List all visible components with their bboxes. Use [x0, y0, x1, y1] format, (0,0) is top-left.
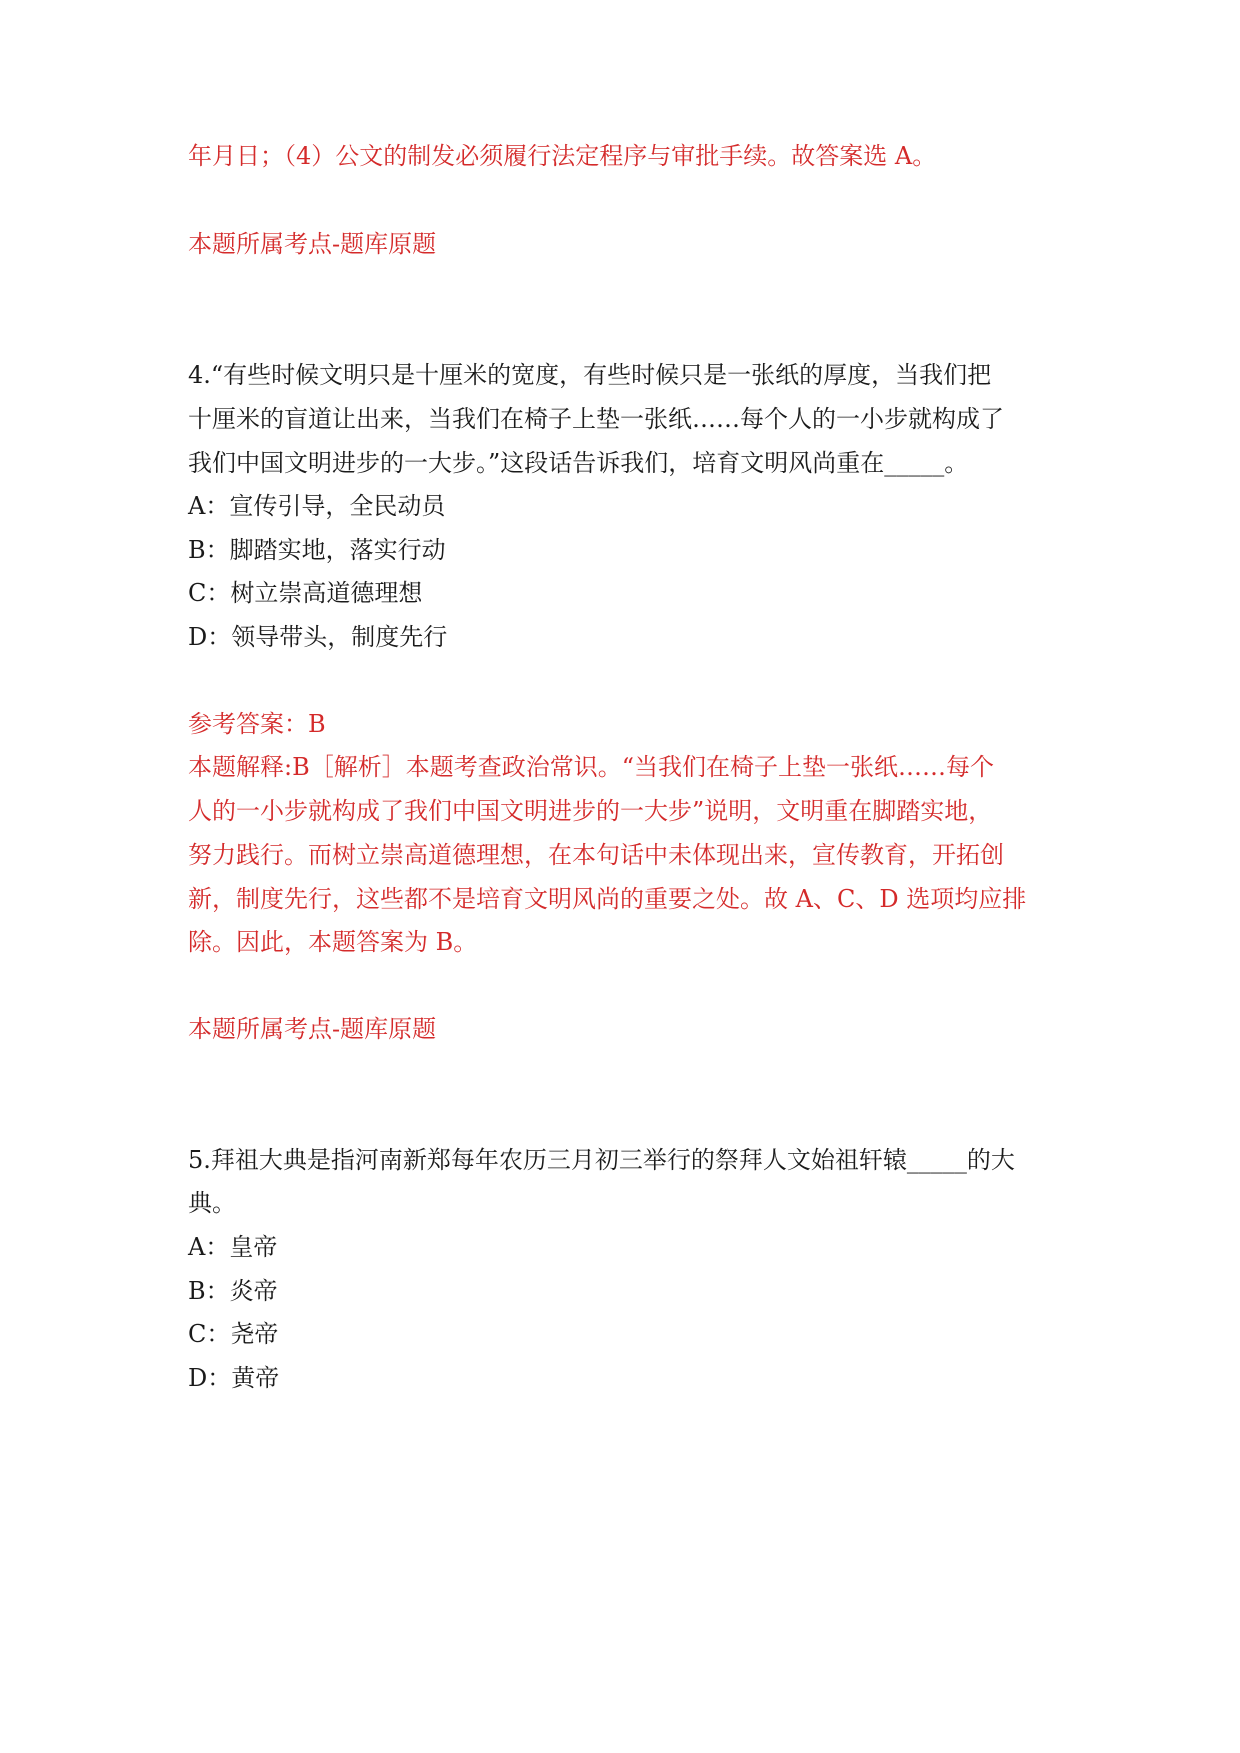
- previous-answer-tail: 年月日；（4）公文的制发必须履行法定程序与审批手续。故答案选 A。: [188, 142, 937, 170]
- knowledge-point-label: 本题所属考点-题库原题: [188, 230, 437, 258]
- q5-option-c: C：尧帝: [188, 1320, 279, 1348]
- q4-explanation-line-1: 本题解释:B［解析］本题考查政治常识。“当我们在椅子上垫一张纸……每个: [188, 753, 994, 781]
- q4-option-a: A：宣传引导，全民动员: [188, 492, 446, 520]
- q4-stem-line-2: 十厘米的盲道让出来，当我们在椅子上垫一张纸……每个人的一小步就构成了: [188, 405, 1004, 433]
- q5-option-d: D：黄帝: [188, 1364, 280, 1392]
- q4-explanation-line-5: 除。因此，本题答案为 B。: [188, 928, 478, 956]
- q4-knowledge-point-label: 本题所属考点-题库原题: [188, 1015, 437, 1043]
- q4-stem-line-1: 4.“有些时候文明只是十厘米的宽度，有些时候只是一张纸的厚度，当我们把: [188, 361, 992, 389]
- q5-stem-line-2: 典。: [188, 1189, 236, 1217]
- q4-explanation-line-3: 努力践行。而树立崇高道德理想，在本句话中未体现出来，宣传教育，开拓创: [188, 841, 1004, 869]
- q4-stem-line-3: 我们中国文明进步的一大步。”这段话告诉我们，培育文明风尚重在_____。: [188, 449, 969, 477]
- q4-option-b: B：脚踏实地，落实行动: [188, 536, 446, 564]
- q5-option-a: A：皇帝: [188, 1233, 278, 1261]
- q4-option-c: C：树立崇高道德理想: [188, 579, 423, 607]
- q5-stem-line-1: 5.拜祖大典是指河南新郑每年农历三月初三举行的祭拜人文始祖轩辕_____的大: [188, 1146, 1015, 1174]
- q5-option-b: B：炎帝: [188, 1277, 278, 1305]
- q4-option-d: D：领导带头，制度先行: [188, 623, 448, 651]
- q4-explanation-line-2: 人的一小步就构成了我们中国文明进步的一大步”说明，文明重在脚踏实地，: [188, 797, 993, 825]
- q4-reference-answer: 参考答案：B: [188, 710, 326, 738]
- q4-explanation-line-4: 新，制度先行，这些都不是培育文明风尚的重要之处。故 A、C、D 选项均应排: [188, 885, 1027, 913]
